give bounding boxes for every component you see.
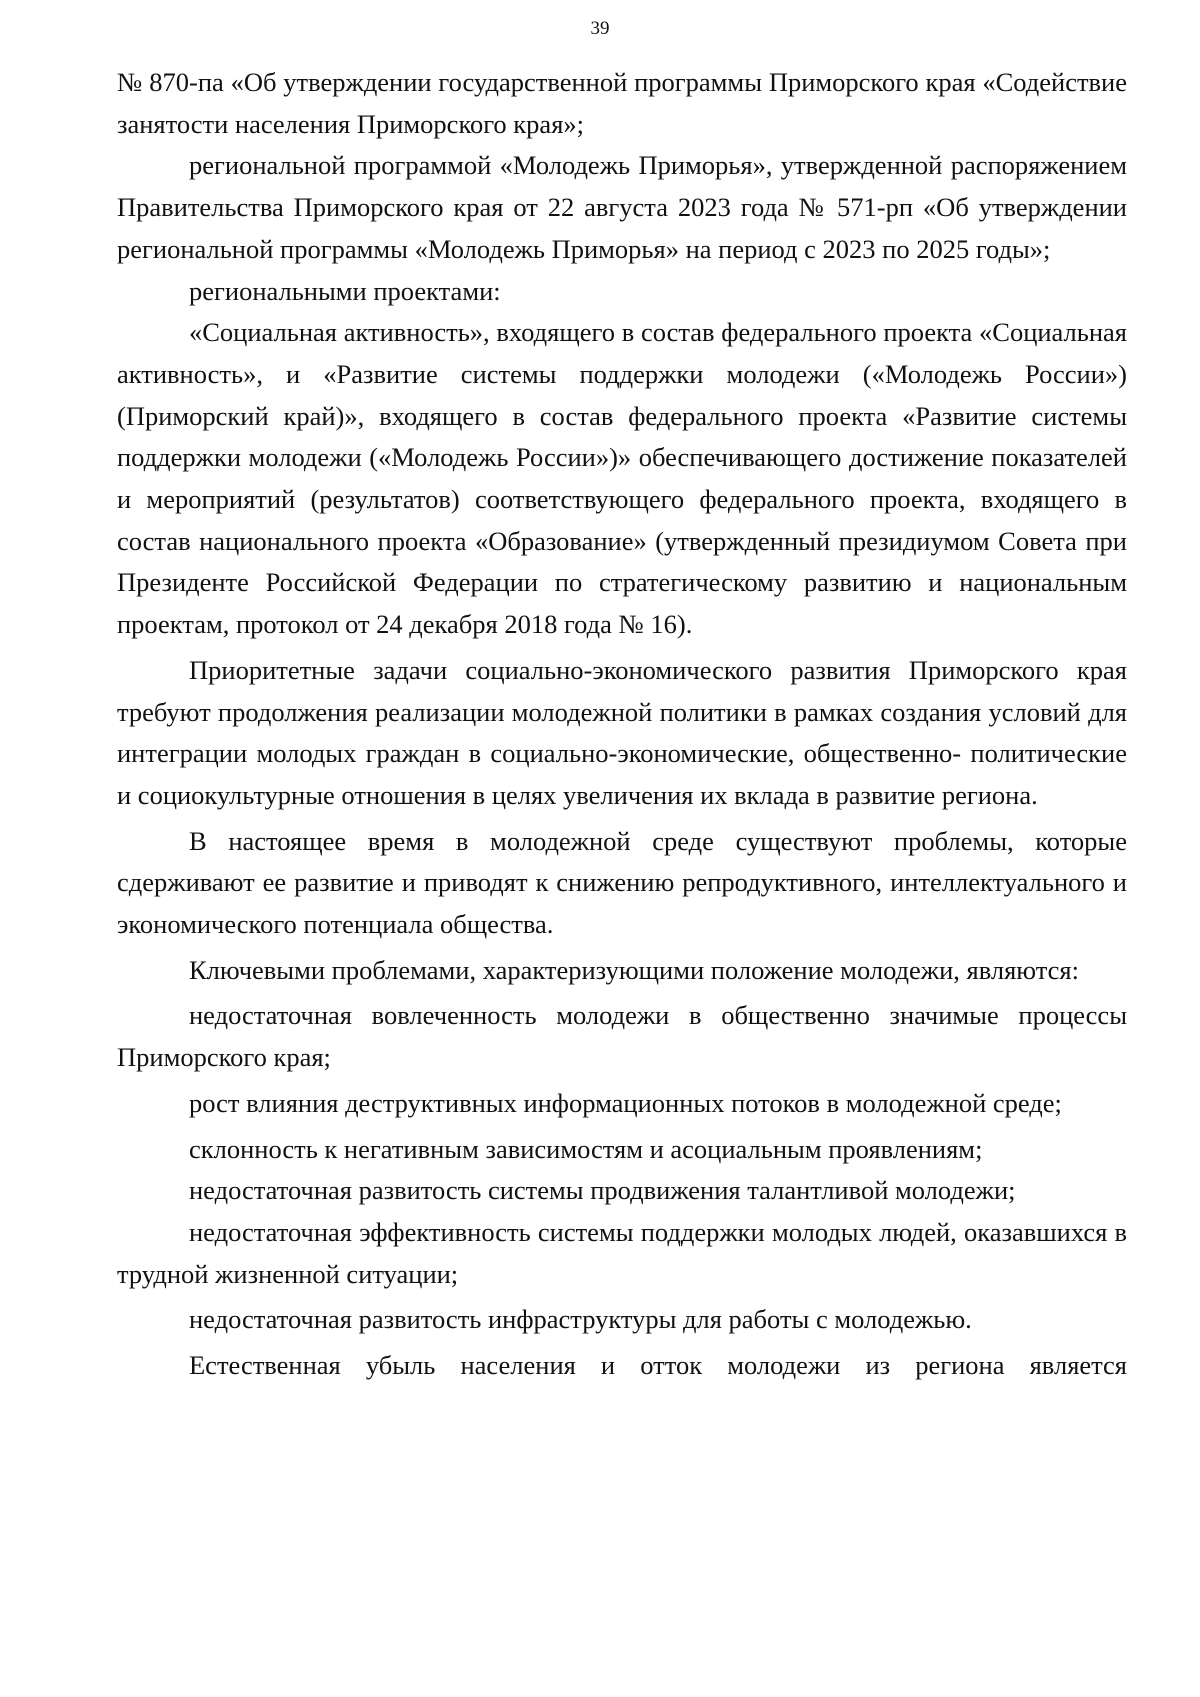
page-number: 39 [590, 18, 610, 39]
paragraph-key-problems: Ключевыми проблемами, характеризующими положение молодежи, являются: [189, 954, 1079, 985]
list-item-support: недостаточная эффективность системы поддержки молодых людей, оказавшихся в трудной жизненной ситуации; [117, 1216, 1127, 1289]
list-item-talent: недостаточная развитость системы продвижения талантливой молодежи; [189, 1175, 1016, 1206]
paragraph-continuation-870: № 870-па «Об утверждении государственной программы Приморского края «Содействие занятости населения Приморского края»; [117, 67, 1127, 139]
paragraph-priority-tasks: Приоритетные задачи социально-экономического развития Приморского края требуют продолжения реализации молодежной политики в рамках создания условий для интеграции молодых граждан в социально-экономические, общественно- политические и социокультурные отношения в целях увеличения их вклада в развитие региона. [117, 654, 1127, 810]
paragraph-current-problems: В настоящее время в молодежной среде существуют проблемы, которые сдерживают ее развитие и приводят к снижению репродуктивного, интеллектуального и экономического потенциала общества. [117, 825, 1127, 940]
paragraph-molodezh-primorya: региональной программой «Молодежь Приморья», утвержденной распоряжением Правительства Приморского края от 22 августа 2023 года № 571-рп «Об утверждении региональной программы «Молодежь Приморья» на период с 2023 по 2025 годы»; [117, 150, 1127, 264]
paragraph-regional-projects: региональными проектами: [189, 275, 501, 306]
paragraph-natural-decline: Естественная убыль населения и отток молодежи из региона является [189, 1350, 1127, 1381]
paragraph-social-activity: «Социальная активность», входящего в состав федерального проекта «Социальная активность», и «Развитие системы поддержки молодежи («Молодежь России») (Приморский край)», входящего в состав федерального проекта «Развитие системы поддержки молодежи («Молодежь России»)» обеспечивающего достижение показателей и мероприятий (результатов) соответствующего федерального проекта, входящего в состав национального проекта «Образование» (утвержденный президиумом Совета при Президенте Российской Федерации по стратегическому развитию и национальным проектам, протокол от 24 декабря 2018 года № 16). [117, 317, 1127, 640]
list-item-addictions: склонность к негативным зависимостям и асоциальным проявлениям; [189, 1133, 983, 1164]
list-item-involvement: недостаточная вовлеченность молодежи в общественно значимые процессы Приморского края; [117, 1000, 1127, 1073]
document-body [117, 62, 1127, 1387]
list-item-infrastructure: недостаточная развитость инфраструктуры для работы с молодежью. [189, 1304, 972, 1335]
list-item-destructive: рост влияния деструктивных информационных потоков в молодежной среде; [189, 1087, 1062, 1118]
